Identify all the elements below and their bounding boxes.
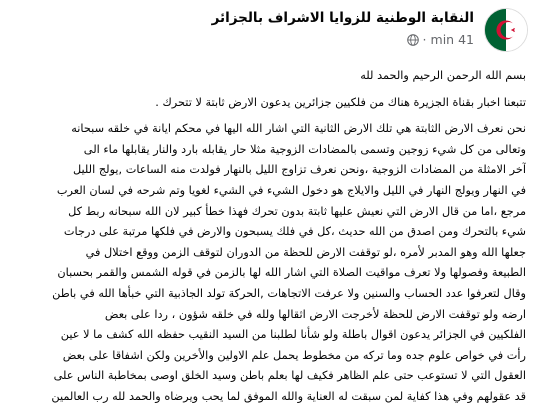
post-line: شيء بالتحرك ومن اصدق من الله حديث ،كل في فلك يسبحون والارض في فلكها مرتبة على درجات [63,225,526,239]
post-line: رأت في خواص علوم جده وما تركه من مخطوط يحمل علم الاولين والأخرين ولكن اشفاقا على بعض [62,348,526,362]
post-line: تتبعنا اخبار بقناة الجزيرة هناك من فلكيين جزائرين يدعون الارض ثابتة لا تتحرك . [155,95,526,109]
post-meta [407,32,474,47]
post-line: بسم الله الرحمن الرحيم والحمد لله [360,69,526,82]
post-line: العقول التي لا تستوعب حتى علم الظاهر فكيف لها بعلم باطن وسيد الخلق اوصى بمخاطبة الناس على [53,369,526,383]
post-line: الطبيعة وفصولها ولا تعرف مواقيت الصلاة التي اشار الله لها بالزمن في قوله الشمس والقمر بحسبان [57,266,526,280]
post-line: وقال لتعرفوا عدد الحساب والسنين ولا عرفت الاتجاهات ,الحركة تولد الجاذبية التي خبأها الله في باطن [52,286,526,300]
meta-separator: · [422,32,427,47]
post-line: الفلكيين في الجزائر يدعون اقوال باطلة ولو شأنا لطلبنا من السيد النقيب حفظه الله كشف ما لا عين [60,328,526,342]
post-line: نحن نعرف الارض الثابتة هي تلك الارض الثانية التي اشار الله اليها في محكم ايانة في خلقه سبحانه [71,122,526,136]
post-line: آخر الامثلة من المضادات الزوجية ،ونحن نعرف تزاوج الليل بالنهار فولدت منه الساعات ,يولج الليل [72,163,526,177]
page-avatar[interactable] [484,8,528,52]
post-line: مرجع ،اما من قال الارض التي نعيش عليها ثابتة بدون تحرك فهذا خطأ كبير لان الله سبحانه ربط كل [68,204,526,218]
post-line: ارضه ولو توقفت الارض للحظة لأخرجت الارض اثقالها ولله في خلقه شؤون ، ردا على بعض [104,307,526,321]
post-line: قد عقولهم وفي هذا كفاية لمن سبقت له العناية والله الموفق لما يحب ويرضاه والحمد لله رب العالمين [51,389,526,403]
post-text [8,66,526,408]
page-name-link[interactable]: النقابة الوطنية للزوايا الاشراف بالجزائر [211,10,474,26]
post-header [8,6,528,58]
post-time[interactable]: 41 min [430,32,474,47]
globe-icon[interactable] [407,34,419,46]
post-line: في النهار ويولج النهار في الليل والايلاج هو دخول الشيء في الشيء لغويا وتم شرحه في لسان العرب [56,183,526,197]
post-line: وتعالى من كل شيء زوجين وتسمى بالمضادات الزوجية مثلا حار يقابله بارد والنار يقابلها ماء الى [83,142,526,156]
post-line: جعلها الله وهو المدبر لأمره ،لو توقفت الارض للحظة من الدوران لتوقف الزمن ووقع اختلال في [85,245,526,259]
algeria-flag-icon [485,9,527,51]
